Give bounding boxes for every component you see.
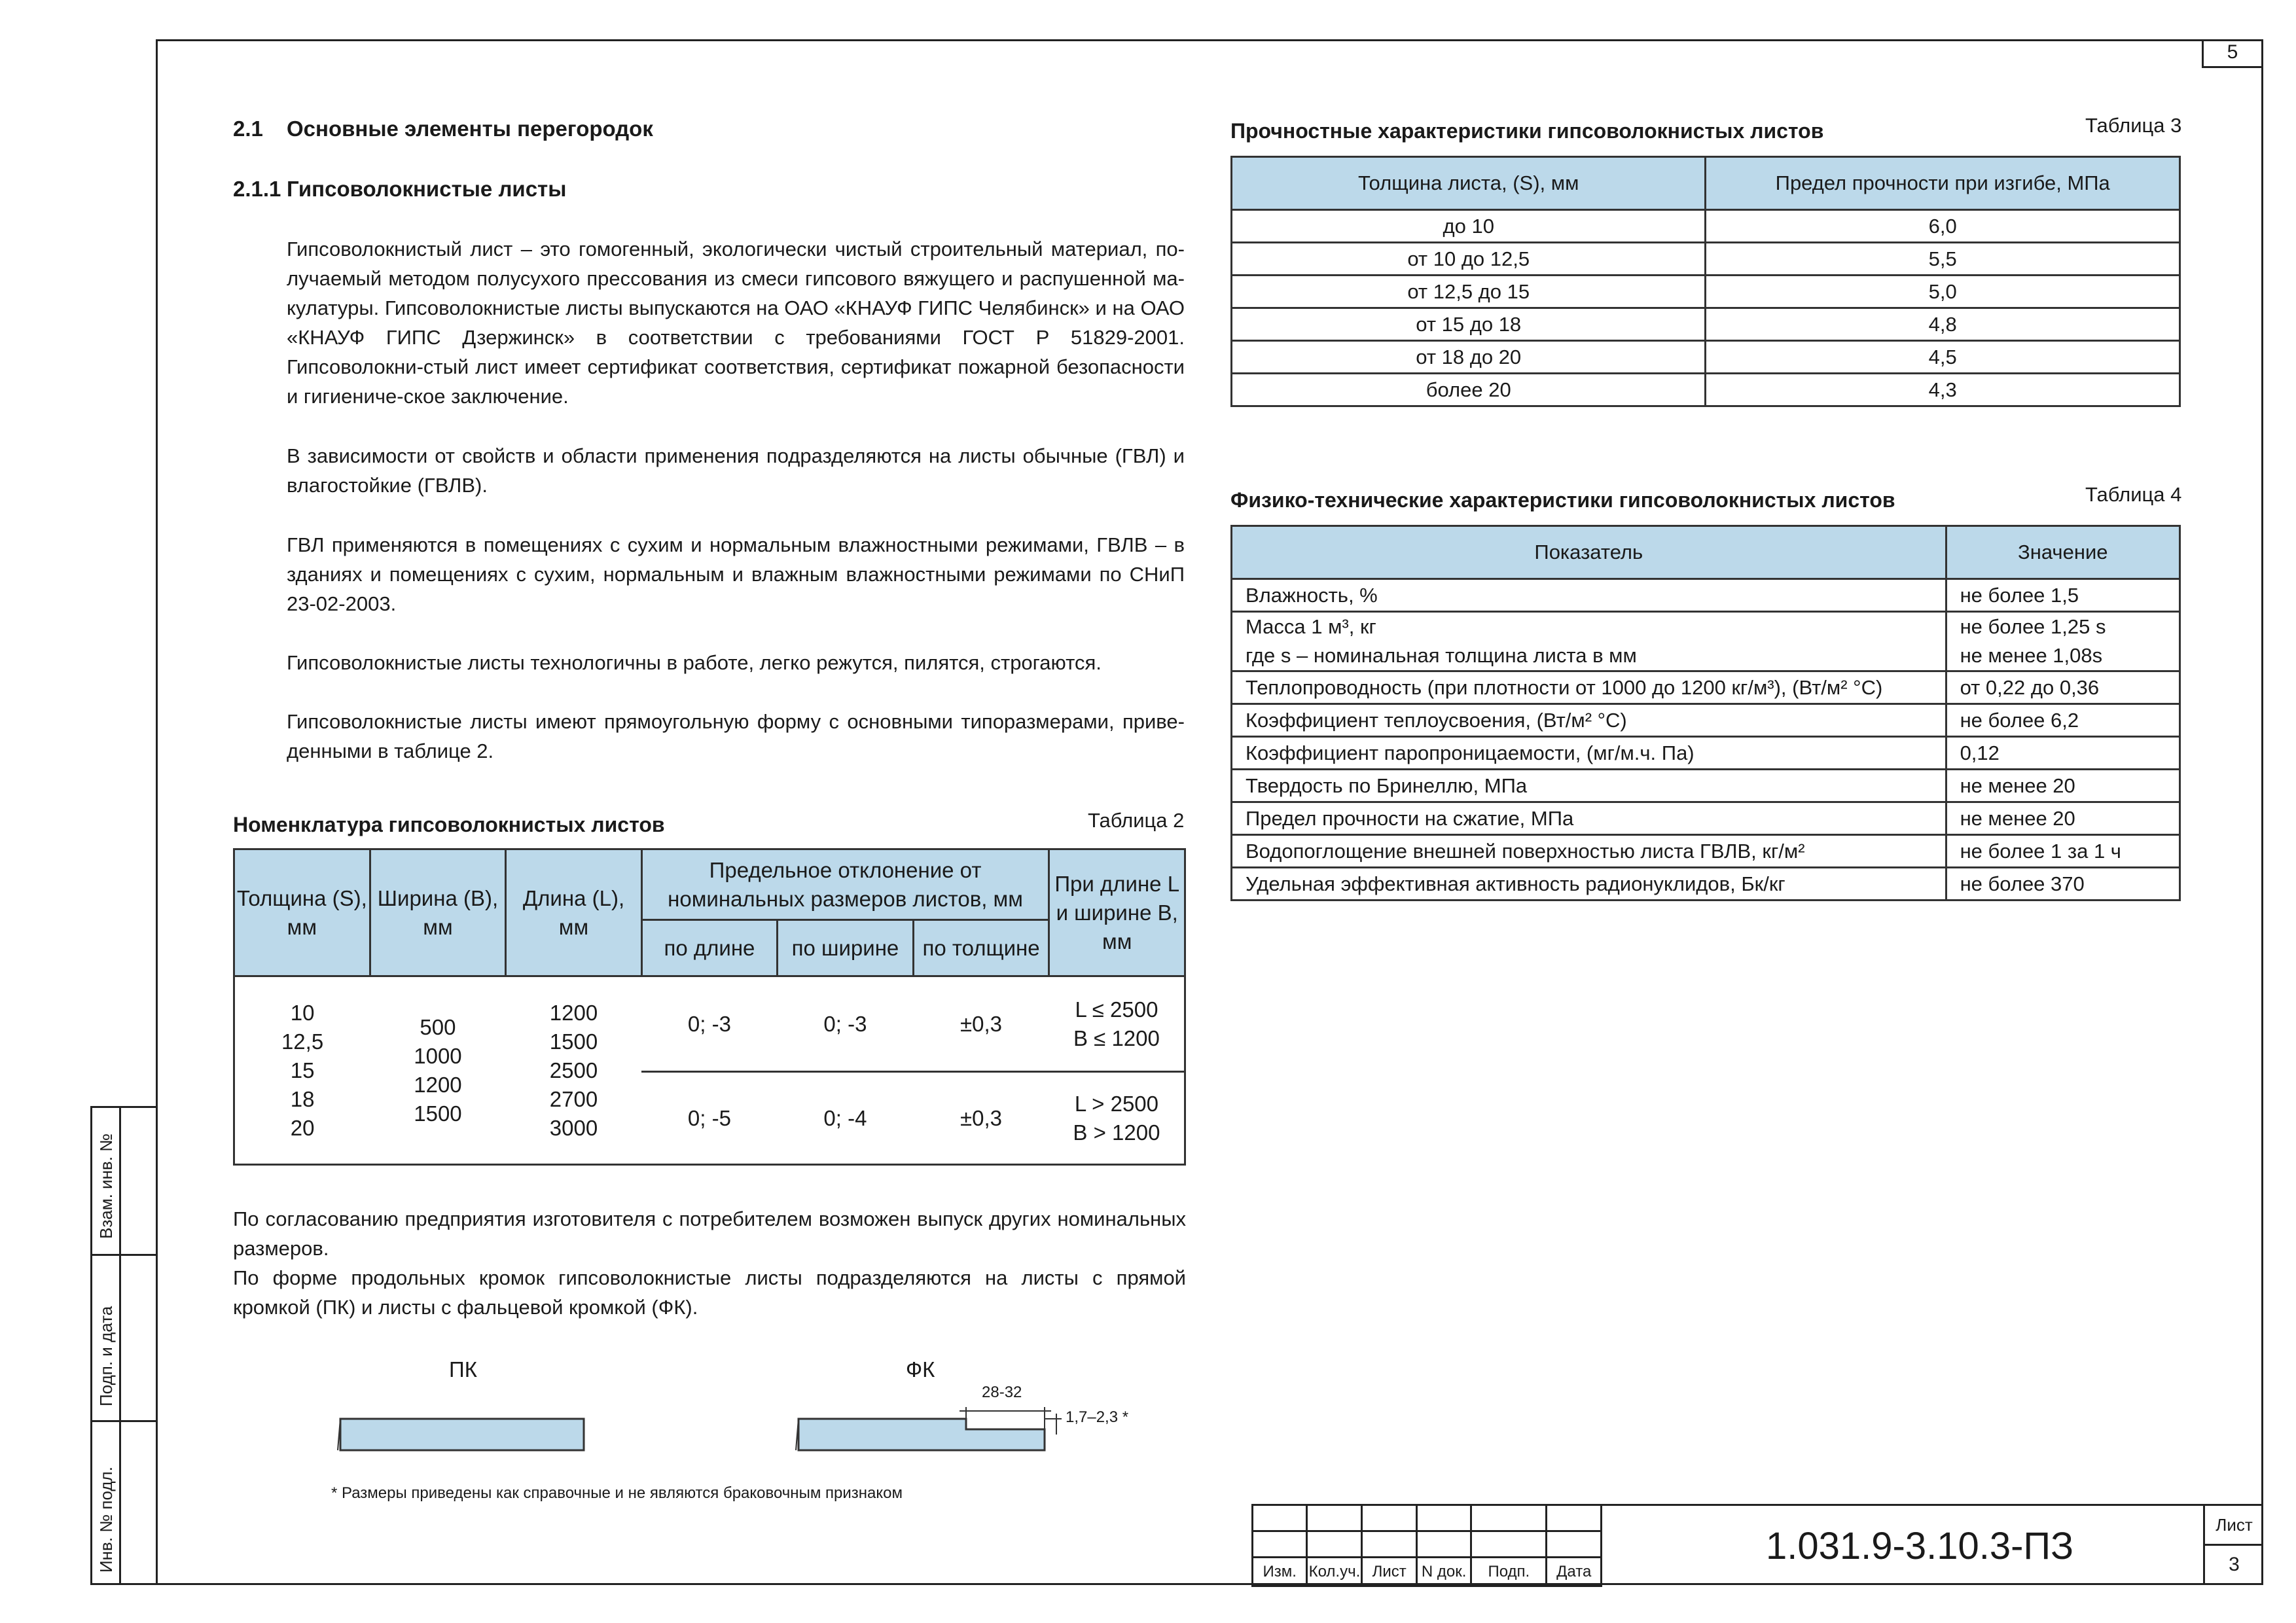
t3-header-strength: Предел прочности при изгибе, МПа: [1706, 157, 2180, 210]
table-row: Коэффициент теплоусвоения, (Вт/м² °С) не более 6,2: [1232, 704, 2180, 737]
title-block-code-cell: [1602, 1504, 2204, 1585]
table4: [1230, 525, 2181, 901]
tb-col-change: Изм.: [1253, 1558, 1307, 1586]
tb-col-date: Дата: [1547, 1558, 1602, 1586]
title-block-sheet-cell: [2203, 1504, 2263, 1585]
table-row: Удельная эффективная активность радионуклидов, Бк/кг не более 370: [1232, 868, 2180, 901]
sheet-number: 3: [2229, 1554, 2240, 1575]
section-title: Основные элементы перегородок: [287, 116, 653, 141]
paragraph-4: Гипсоволокнистые листы технологичны в работе, легко режутся, пилятся, строгаются.: [287, 651, 1102, 674]
t2-header-width: Ширина (В), мм: [370, 849, 506, 976]
table-row: Водопоглощение внешней поверхностью листа ГВЛВ, кг/м² не более 1 за 1 ч: [1232, 835, 2180, 868]
t2-row2-condition: L > 2500 B > 1200: [1073, 1091, 1160, 1145]
t2-header-by-width: по ширине: [778, 920, 914, 976]
table2: [233, 848, 1186, 1166]
t2-row1-by-width: 0; -3: [778, 976, 914, 1072]
table-row: от 10 до 12,5 5,5: [1232, 243, 2180, 276]
t3-header-thickness: Толщина листа, (S), мм: [1232, 157, 1706, 210]
edge-dim-width: 28-32: [982, 1383, 1022, 1401]
top-page-number: 5: [2202, 39, 2263, 68]
tb-col-doc: N док.: [1416, 1558, 1471, 1586]
t2-thickness-list: 10 12,5 15 18 20: [281, 1000, 324, 1140]
t2-length-list: 1200 1500 2500 2700 3000: [549, 1000, 598, 1140]
sheet-label: Лист: [2205, 1506, 2263, 1546]
tb-col-count: Кол.уч.: [1307, 1558, 1362, 1586]
note-sizes: По согласованию предприятия изготовителя с потребителем возможен выпуск других номинальных размеров.: [233, 1207, 1186, 1260]
paragraph-1: Гипсоволокнистый лист – это гомогенный, экологически чистый строительный материал, по-лучаемый методом полусухого прессования из смеси гипсового вяжущего и распушенной ма-кулатуры. Гипсоволокнистые листы выпускаются на ОАО «КНАУФ ГИПС Челябинск» и на ОАО «КНАУФ ГИПС Дзержинск» в соответствии с требованиями ГОСТ Р 51829-2001. Гипсоволокни-стый лист имеет сертификат соответствия, сертификат пожарной безопасности и гигиениче-ское заключение.: [287, 238, 1185, 408]
side-cell-inventory: [92, 1422, 156, 1585]
fk-edge-profile: [796, 1407, 1062, 1450]
t2-header-by-length: по длине: [641, 920, 777, 976]
t4-header-parameter: Показатель: [1232, 526, 1946, 579]
table3: [1230, 156, 2181, 407]
table-row: до 10 6,0: [1232, 210, 2180, 243]
table-row: от 18 до 20 4,5: [1232, 341, 2180, 374]
table-row: Теплопроводность (при плотности от 1000 до 1200 кг/м³), (Вт/м² °С) от 0,22 до 0,36: [1232, 671, 2180, 704]
side-cell-sign-date: [92, 1256, 156, 1422]
table4-label: Таблица 4: [2085, 483, 2182, 506]
tb-col-sign: Подп.: [1471, 1558, 1547, 1586]
table-row: Твердость по Бринеллю, МПа не менее 20: [1232, 770, 2180, 802]
t2-row1-condition: L ≤ 2500 B ≤ 1200: [1049, 976, 1185, 1072]
table3-title: Прочностные характеристики гипсоволокнистых листов: [1230, 119, 1824, 143]
table4-title: Физико-технические характеристики гипсоволокнистых листов: [1230, 488, 1895, 512]
edge-fk-label: ФК: [906, 1357, 935, 1382]
table-row: Масса 1 м³, кг где s – номинальная толщина листа в мм не более 1,25 s не менее 1,08s: [1232, 612, 2180, 671]
pk-edge-profile: [338, 1419, 584, 1450]
t2-row1-by-length: 0; -3: [641, 976, 777, 1072]
table2-title: Номенклатура гипсоволокнистых листов: [233, 813, 665, 836]
side-label-inventory: Инв. № подл.: [96, 1467, 116, 1573]
t2-header-deviation: Предельное отклонение от номинальных размеров листов, мм: [641, 849, 1049, 920]
t2-row2-by-width: 0; -4: [823, 1105, 867, 1130]
t2-row2-by-length: 0; -5: [687, 1105, 731, 1130]
t4-header-value: Значение: [1946, 526, 2179, 579]
t2-header-thickness: Толщина (S), мм: [234, 849, 370, 976]
t2-header-by-thickness: по толщине: [913, 920, 1049, 976]
paragraph-2: В зависимости от свойств и области применения подразделяются на листы обычные (ГВЛ) и влагостойкие (ГВЛВ).: [287, 444, 1185, 497]
table2-label: Таблица 2: [1088, 809, 1185, 832]
side-stamp: [90, 1106, 156, 1585]
edge-profiles-drawing: [327, 1381, 1178, 1459]
paragraph-5: Гипсоволокнистые листы имеют прямоугольную форму с основными типоразмерами, приве-денными в таблице 2.: [287, 710, 1185, 762]
edge-footnote: * Размеры приведены как справочные и не являются браковочным признаком: [331, 1484, 903, 1502]
title-block-revisions: [1251, 1504, 1602, 1587]
table-row: более 20 4,3: [1232, 374, 2180, 406]
t2-width-list: 500 1000 1200 1500: [414, 1014, 462, 1126]
edge-dim-depth: 1,7–2,3 *: [1066, 1408, 1129, 1426]
t2-header-condition: При длине L и ширине В, мм: [1049, 849, 1185, 976]
edge-pk-label: ПК: [449, 1357, 477, 1382]
table-row: Предел прочности на сжатие, МПа не менее 20: [1232, 802, 2180, 835]
t2-row2-by-thickness: ±0,3: [960, 1105, 1003, 1130]
t2-header-length: Длина (L), мм: [506, 849, 641, 976]
table-row: Влажность, % не более 1,5: [1232, 579, 2180, 612]
tb-col-sheet: Лист: [1362, 1558, 1417, 1586]
table-row: от 12,5 до 15 5,0: [1232, 276, 2180, 308]
subsection-title: Гипсоволокнистые листы: [287, 177, 567, 201]
note-edges: По форме продольных кромок гипсоволокнистые листы подразделяются на листы с прямой кромкой (ПК) и листы с фальцевой кромкой (ФК).: [233, 1266, 1186, 1319]
t2-row1-by-thickness: ±0,3: [913, 976, 1049, 1072]
table3-label: Таблица 3: [2085, 114, 2182, 137]
table-row: Коэффициент паропроницаемости, (мг/м.ч. Па) 0,12: [1232, 737, 2180, 770]
table-row: от 15 до 18 4,8: [1232, 308, 2180, 341]
subsection-number: 2.1.1: [233, 177, 281, 201]
side-cell-replacement: [92, 1108, 156, 1256]
document-code: 1.031.9-3.10.3-ПЗ: [1766, 1525, 2074, 1567]
side-label-sign-date: Подп. и дата: [96, 1306, 116, 1406]
side-label-replacement: Взам. инв. №: [96, 1133, 116, 1239]
section-number: 2.1: [233, 116, 263, 141]
paragraph-3: ГВЛ применяются в помещениях с сухим и нормальным влажностными режимами, ГВЛВ – в зданиях и помещениях с сухим, нормальным и влажным влажностными режимами по СНиП 23-02-2003.: [287, 533, 1185, 615]
